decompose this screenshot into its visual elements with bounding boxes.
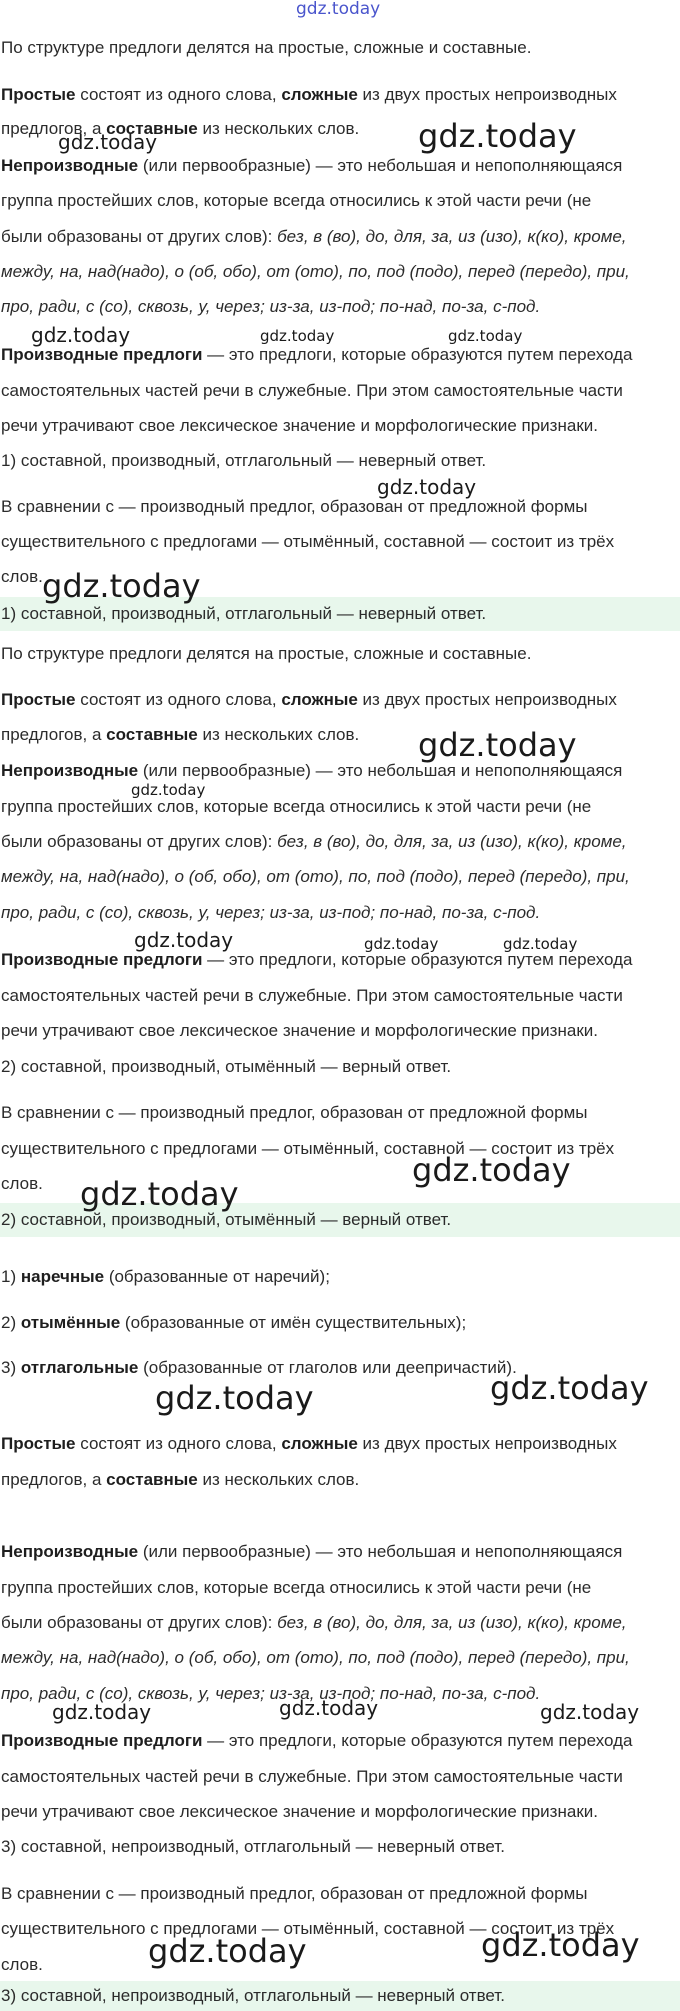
neproizv-line3: были образованы от других слов): без, в (во), до, для, за, из (изо), к(ко), кроме, [1, 1613, 627, 1632]
watermark: gdz.today [58, 130, 158, 154]
watermark: gdz.today [418, 117, 577, 155]
sravn-line2: существительного с предлогами — отымённый, составной — состоит из трёх [1, 532, 615, 551]
neproizv-list-2: между, на, над(надо), о (об, обо), от (ото), по, под (подо), перед (передо), при, [1, 262, 630, 281]
watermark: gdz.today [31, 323, 131, 347]
answer-3-text: 3) составной, непроизводный, отглагольный — неверный ответ. [1, 1986, 505, 2005]
prostye-paragraph: Простые состоят из одного слова, сложные из двух простых непроизводных [1, 1434, 617, 1453]
watermark: gdz.today [364, 935, 439, 953]
neproizv-paragraph: Непроизводные (или первообразные) — это небольшая и непополняющаяся [1, 156, 623, 175]
prostye-paragraph: Простые состоят из одного слова, сложные из двух простых непроизводных [1, 85, 617, 104]
answer-2-text: 2) составной, производный, отымённый — верный ответ. [1, 1210, 452, 1229]
option-3-label: 3) составной, непроизводный, отглагольный — неверный ответ. [1, 1837, 505, 1856]
type-2: 2) отымённые (образованные от имён существительных); [1, 1313, 467, 1332]
option-1-label: 1) составной, производный, отглагольный — неверный ответ. [1, 451, 487, 470]
prostye-paragraph-line2: предлогов, а составные из нескольких слов. [1, 1470, 360, 1489]
proizv-paragraph: Производные предлоги — это предлоги, которые образуются путем перехода [1, 345, 633, 364]
proizv-line3: речи утрачивают свое лексическое значение и морфологические признаки. [1, 1021, 598, 1040]
answer-highlight-3 [0, 1981, 680, 2011]
answer-1-text: 1) составной, производный, отглагольный — неверный ответ. [1, 604, 487, 623]
sravn-line3: слов. [1, 567, 43, 586]
sravn-line2: существительного с предлогами — отымённый, составной — состоит из трёх [1, 1139, 615, 1158]
neproizv-line2: группа простейших слов, которые всегда относились к этой части речи (не [1, 191, 592, 210]
watermark: gdz.today [52, 1700, 152, 1724]
proizv-paragraph: Производные предлоги — это предлоги, которые образуются путем перехода [1, 1731, 633, 1750]
watermark: gdz.today [148, 1932, 307, 1970]
watermark: gdz.today [80, 1175, 239, 1213]
neproizv-list-3: про, ради, с (со), сквозь, у, через; из-за, из-под; по-над, по-за, с-под. [1, 903, 541, 922]
watermark: gdz.today [279, 1696, 379, 1720]
neproizv-line3: были образованы от других слов): без, в (во), до, для, за, из (изо), к(ко), кроме, [1, 832, 627, 851]
neproizv-list-3: про, ради, с (со), сквозь, у, через; из-за, из-под; по-над, по-за, с-под. [1, 1684, 541, 1703]
sravn-line3: слов. [1, 1955, 43, 1974]
prostye-paragraph: Простые состоят из одного слова, сложные из двух простых непроизводных [1, 690, 617, 709]
structure-text: По структуре предлоги делятся на простые, сложные и составные. [1, 644, 532, 663]
sravn-line1: В сравнении с — производный предлог, образован от предложной формы [1, 497, 588, 516]
watermark: gdz.today [503, 935, 578, 953]
neproizv-list-2: между, на, над(надо), о (об, обо), от (ото), по, под (подо), перед (передо), при, [1, 867, 630, 886]
watermark: gdz.today [490, 1369, 649, 1407]
structure-text: По структуре предлоги делятся на простые, сложные и составные. [1, 38, 532, 57]
watermark: gdz.today [377, 475, 477, 499]
watermark: gdz.today [134, 928, 234, 952]
option-2-label: 2) составной, производный, отымённый — верный ответ. [1, 1057, 452, 1076]
watermark: gdz.today [418, 726, 577, 764]
type-3: 3) отглагольные (образованные от глаголов или деепричастий). [1, 1358, 517, 1377]
top-watermark: gdz.today [296, 0, 381, 19]
neproizv-line2: группа простейших слов, которые всегда относились к этой части речи (не [1, 1578, 592, 1597]
watermark: gdz.today [481, 1926, 640, 1964]
proizv-line3: речи утрачивают свое лексическое значение и морфологические признаки. [1, 416, 598, 435]
watermark: gdz.today [540, 1700, 640, 1724]
proizv-paragraph: Производные предлоги — это предлоги, которые образуются путем перехода [1, 950, 633, 969]
watermark: gdz.today [412, 1151, 571, 1189]
neproizv-paragraph: Непроизводные (или первообразные) — это небольшая и непополняющаяся [1, 1542, 623, 1561]
watermark: gdz.today [155, 1379, 314, 1417]
watermark: gdz.today [131, 781, 206, 799]
sravn-line1: В сравнении с — производный предлог, образован от предложной формы [1, 1884, 588, 1903]
proizv-line2: самостоятельных частей речи в служебные. При этом самостоятельные части [1, 381, 623, 400]
sravn-line1: В сравнении с — производный предлог, образован от предложной формы [1, 1103, 588, 1122]
watermark: gdz.today [42, 567, 201, 605]
neproizv-line2: группа простейших слов, которые всегда относились к этой части речи (не [1, 797, 592, 816]
neproizv-list-3: про, ради, с (со), сквозь, у, через; из-за, из-под; по-над, по-за, с-под. [1, 297, 541, 316]
type-1: 1) наречные (образованные от наречий); [1, 1267, 330, 1286]
sravn-line2: существительного с предлогами — отымённый, составной — состоит из трёх [1, 1919, 615, 1938]
proizv-line2: самостоятельных частей речи в служебные. При этом самостоятельные части [1, 1767, 623, 1786]
neproizv-line3: были образованы от других слов): без, в (во), до, для, за, из (изо), к(ко), кроме, [1, 227, 627, 246]
watermark: gdz.today [260, 327, 335, 345]
sravn-line3: слов. [1, 1174, 43, 1193]
proizv-line2: самостоятельных частей речи в служебные. При этом самостоятельные части [1, 986, 623, 1005]
neproizv-list-2: между, на, над(надо), о (об, обо), от (ото), по, под (подо), перед (передо), при, [1, 1648, 630, 1667]
prostye-paragraph-line2: предлогов, а составные из нескольких слов. [1, 725, 360, 744]
proizv-line3: речи утрачивают свое лексическое значение и морфологические признаки. [1, 1802, 598, 1821]
watermark: gdz.today [448, 327, 523, 345]
prostye-paragraph-line2: предлогов, а составные из нескольких слов. [1, 119, 360, 138]
neproizv-paragraph: Непроизводные (или первообразные) — это небольшая и непополняющаяся [1, 761, 623, 780]
